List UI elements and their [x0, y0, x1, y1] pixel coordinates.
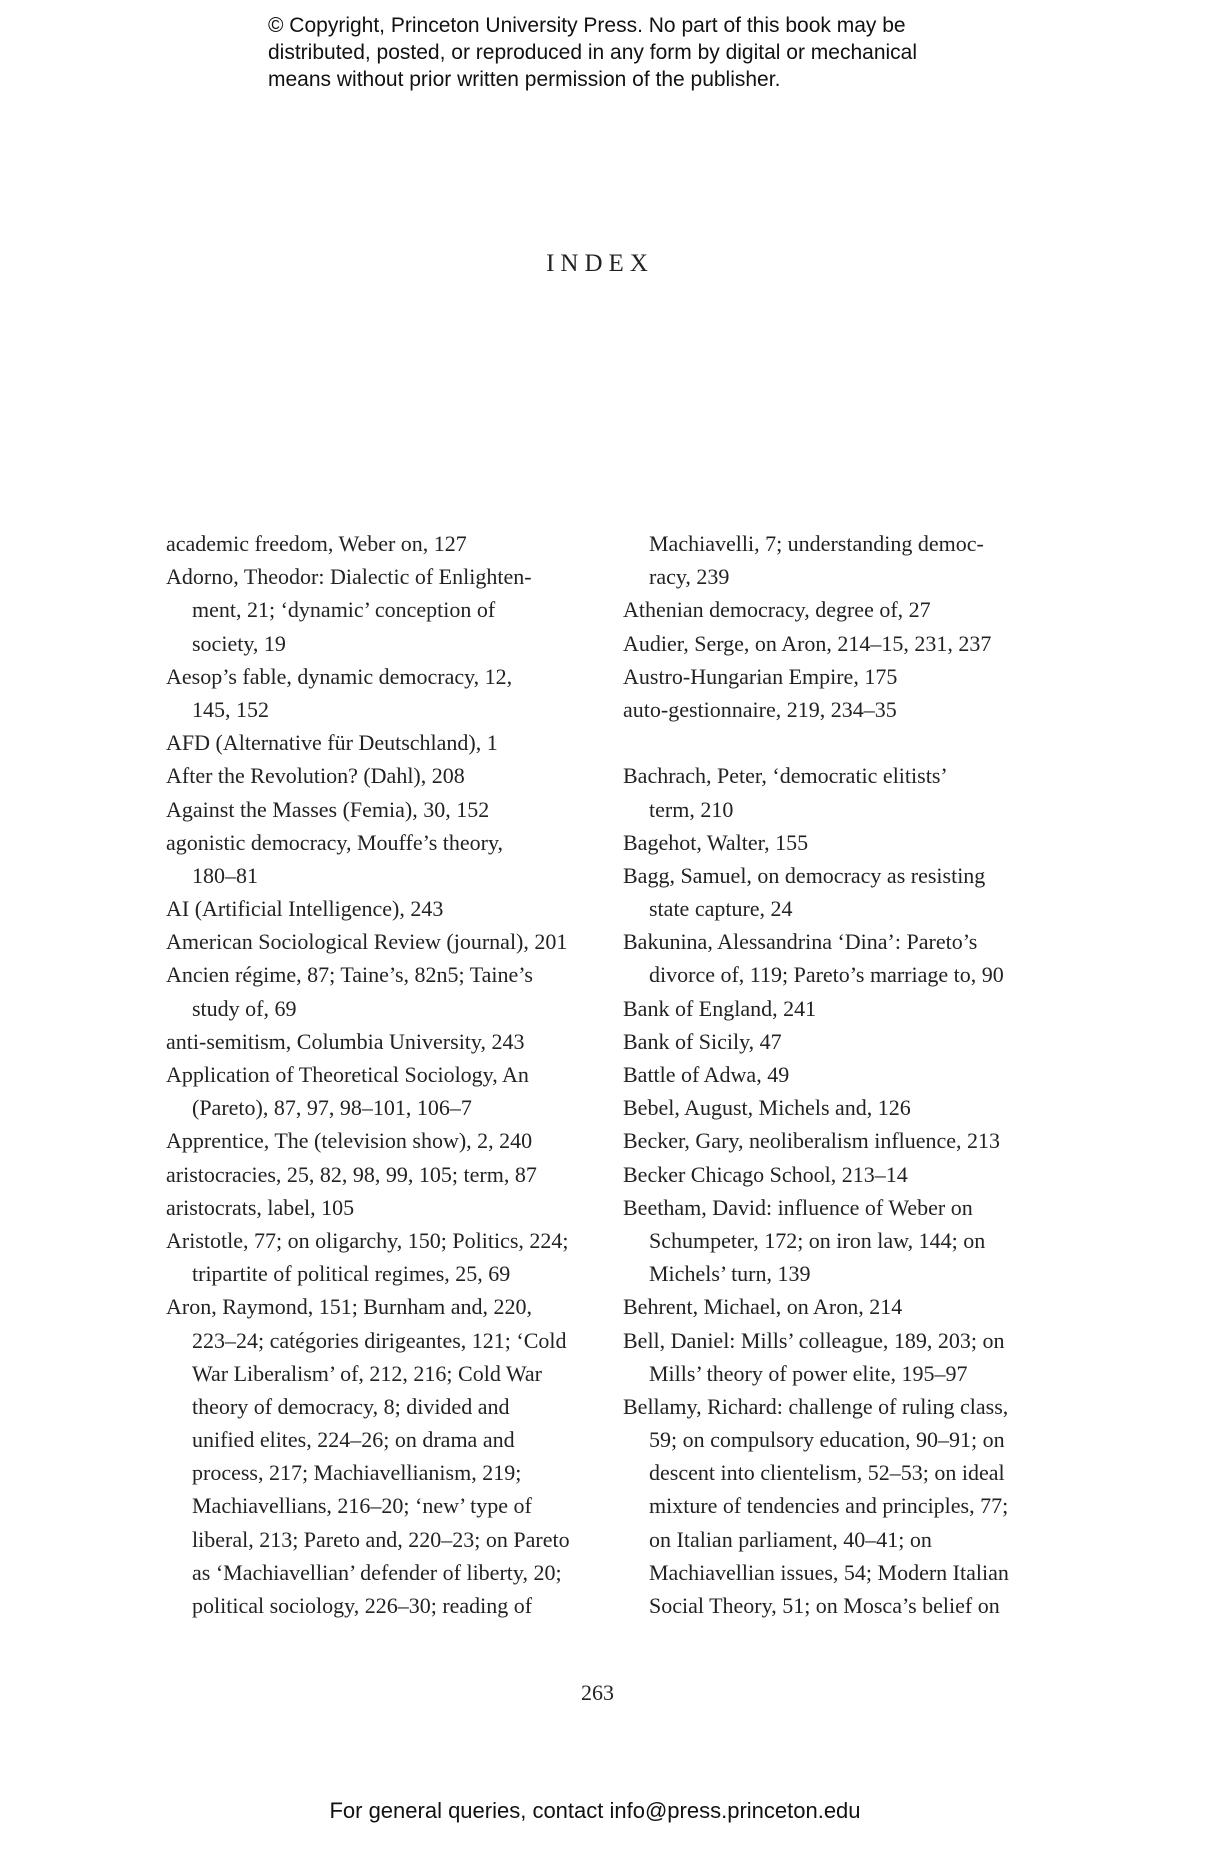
- index-entry-continuation: theory of democracy, 8; divided and: [192, 1393, 510, 1419]
- index-entry: American Sociological Review (journal), 201: [166, 929, 568, 955]
- index-entry-continuation: process, 217; Machiavellianism, 219;: [192, 1460, 522, 1486]
- index-entry: anti-semitism, Columbia University, 243: [166, 1028, 525, 1054]
- section-gap: [623, 726, 1043, 759]
- index-entry: Aron, Raymond, 151; Burnham and, 220,: [166, 1294, 533, 1320]
- index-column-left: [166, 527, 586, 1622]
- index-entry-continuation: on Italian parliament, 40–41; on: [649, 1526, 932, 1552]
- index-entry: Bell, Daniel: Mills’ colleague, 189, 203; on: [623, 1327, 1005, 1353]
- index-entry: Ancien régime, 87; Taine’s, 82n5; Taine’s: [166, 962, 533, 988]
- index-entry-continuation: unified elites, 224–26; on drama and: [192, 1427, 515, 1453]
- index-entry: Bagehot, Walter, 155: [623, 829, 809, 855]
- index-entry-continuation: liberal, 213; Pareto and, 220–23; on Pareto: [192, 1526, 570, 1552]
- index-entry: auto-gestionnaire, 219, 234–35: [623, 696, 897, 722]
- index-entry: Behrent, Michael, on Aron, 214: [623, 1294, 903, 1320]
- index-entry-continuation: society, 19: [192, 630, 286, 656]
- index-entry-continuation: tripartite of political regimes, 25, 69: [192, 1261, 511, 1287]
- index-entry: Becker Chicago School, 213–14: [623, 1161, 908, 1187]
- index-entry: Battle of Adwa, 49: [623, 1062, 790, 1087]
- copyright-notice: [268, 12, 1028, 93]
- index-entry: Bakunina, Alessandrina ‘Dina’: Pareto’s: [623, 929, 978, 955]
- index-entry: Aesop’s fable, dynamic democracy, 12,: [166, 663, 513, 689]
- index-entry-continuation: Machiavelli, 7; understanding democ-: [649, 531, 984, 556]
- index-entry: Bachrach, Peter, ‘democratic elitists’: [623, 763, 948, 789]
- index-entry: AFD (Alternative für Deutschland), 1: [166, 730, 498, 756]
- index-entry-continuation: Michels’ turn, 139: [649, 1261, 811, 1287]
- index-entry-continuation: War Liberalism’ of, 212, 216; Cold War: [192, 1360, 543, 1386]
- index-entry: Athenian democracy, degree of, 27: [623, 597, 931, 623]
- index-entry: Bank of England, 241: [623, 995, 817, 1021]
- index-entry: Against the Masses (Femia), 30, 152: [166, 796, 490, 822]
- index-entry: Application of Theoretical Sociology, An: [166, 1062, 529, 1087]
- index-entry-continuation: 59; on compulsory education, 90–91; on: [649, 1427, 1005, 1453]
- index-entry-continuation: Social Theory, 51; on Mosca’s belief on: [649, 1593, 1000, 1618]
- index-entry: Apprentice, The (television show), 2, 240: [166, 1128, 533, 1154]
- index-entry: agonistic democracy, Mouffe’s theory,: [166, 829, 504, 855]
- copyright-line: © Copyright, Princeton University Press. No part of this book may be: [268, 14, 906, 37]
- index-entry-continuation: as ‘Machiavellian’ defender of liberty, 20;: [192, 1559, 562, 1585]
- index-entry: academic freedom, Weber on, 127: [166, 531, 467, 556]
- index-entry-continuation: ment, 21; ‘dynamic’ conception of: [192, 597, 496, 623]
- index-entry: aristocracies, 25, 82, 98, 99, 105; term, 87: [166, 1161, 537, 1187]
- copyright-line: distributed, posted, or reproduced in any form by digital or mechanical: [268, 41, 918, 64]
- index-entry-continuation: 223–24; catégories dirigeantes, 121; ‘Cold: [192, 1327, 567, 1353]
- index-entry: Bank of Sicily, 47: [623, 1028, 782, 1054]
- footer-contact: For general queries, contact info@press.princeton.edu: [329, 1798, 861, 1823]
- page-number: 263: [581, 1680, 614, 1705]
- index-entry: Beetham, David: influence of Weber on: [623, 1194, 973, 1220]
- index-column-right: [623, 527, 1043, 1622]
- index-entry: After the Revolution? (Dahl), 208: [166, 763, 465, 789]
- index-entry-continuation: Machiavellians, 216–20; ‘new’ type of: [192, 1493, 532, 1519]
- index-entry-continuation: racy, 239: [649, 564, 730, 590]
- index-entry-continuation: (Pareto), 87, 97, 98–101, 106–7: [192, 1095, 472, 1121]
- index-entry: Bebel, August, Michels and, 126: [623, 1095, 911, 1121]
- index-entry-continuation: Schumpeter, 172; on iron law, 144; on: [649, 1227, 986, 1253]
- index-entry-continuation: political sociology, 226–30; reading of: [192, 1593, 533, 1618]
- index-entry: AI (Artificial Intelligence), 243: [166, 896, 444, 922]
- index-heading: INDEX: [546, 250, 654, 277]
- index-entry-continuation: term, 210: [649, 796, 734, 822]
- index-entry-continuation: 180–81: [192, 862, 258, 888]
- index-entry: Aristotle, 77; on oligarchy, 150; Politics, 224;: [166, 1227, 569, 1253]
- index-entry: aristocrats, label, 105: [166, 1194, 355, 1220]
- index-entry: Becker, Gary, neoliberalism influence, 213: [623, 1128, 1001, 1154]
- index-entry: Adorno, Theodor: Dialectic of Enlighten-: [166, 564, 532, 590]
- index-entry-continuation: mixture of tendencies and principles, 77;: [649, 1493, 1009, 1519]
- index-entry: Bellamy, Richard: challenge of ruling class,: [623, 1393, 1009, 1419]
- index-entry-continuation: state capture, 24: [649, 896, 793, 922]
- index-entry-continuation: 145, 152: [192, 696, 269, 722]
- index-entry-continuation: Machiavellian issues, 54; Modern Italian: [649, 1559, 1009, 1585]
- index-entry: Audier, Serge, on Aron, 214–15, 231, 237: [623, 630, 992, 656]
- index-entry: Bagg, Samuel, on democracy as resisting: [623, 862, 986, 888]
- copyright-line: means without prior written permission of the publisher.: [268, 68, 781, 91]
- index-entry-continuation: divorce of, 119; Pareto’s marriage to, 90: [649, 962, 1004, 988]
- index-entry-continuation: descent into clientelism, 52–53; on ideal: [649, 1460, 1005, 1486]
- index-entry-continuation: study of, 69: [192, 995, 297, 1021]
- index-entry: Austro-Hungarian Empire, 175: [623, 663, 898, 689]
- index-entry-continuation: Mills’ theory of power elite, 195–97: [649, 1360, 968, 1386]
